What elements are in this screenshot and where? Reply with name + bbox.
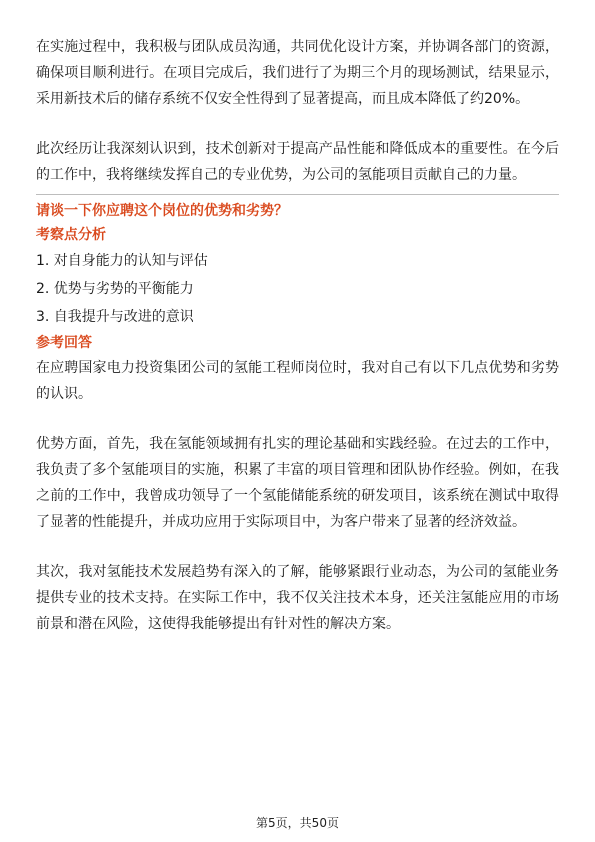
analysis-point: 1. 对自身能力的认知与评估 — [36, 253, 208, 269]
answer-paragraph: 优势方面，首先，我在氢能领域拥有扎实的理论基础和实践经验。在过去的工作中，我负责了多个氢能项目的实施，积累了丰富的项目管理和团队协作经验。例如，在我之前的工作中，我曾成功领导了一个氢能储能系统的研发项目，该系统在测试中取得了显著的性能提升，并成功应用于实际项目中，为客户带来了显著的经济效益。 — [36, 436, 559, 530]
page-content — [36, 34, 559, 637]
analysis-title: 考察点分析 — [36, 227, 106, 243]
analysis-point: 2. 优势与劣势的平衡能力 — [36, 281, 194, 297]
section-divider — [36, 194, 559, 195]
analysis-point: 3. 自我提升与改进的意识 — [36, 309, 194, 325]
answer-paragraph: 在应聘国家电力投资集团公司的氢能工程师岗位时，我对自己有以下几点优势和劣势的认识。 — [36, 360, 559, 402]
intro-paragraph: 在实施过程中，我积极与团队成员沟通，共同优化设计方案，并协调各部门的资源，确保项目顺利进行。在项目完成后，我们进行了为期三个月的现场测试，结果显示，采用新技术后的储存系统不仅安全性得到了显著提高，而且成本降低了约20%。 — [36, 39, 559, 107]
intro-paragraph: 此次经历让我深刻认识到，技术创新对于提高产品性能和降低成本的重要性。在今后的工作中，我将继续发挥自己的专业优势，为公司的氢能项目贡献自己的力量。 — [36, 141, 559, 183]
answer-paragraph: 其次，我对氢能技术发展趋势有深入的了解，能够紧跟行业动态，为公司的氢能业务提供专业的技术支持。在实际工作中，我不仅关注技术本身，还关注氢能应用的市场前景和潜在风险，这使得我能够提出有针对性的解决方案。 — [36, 564, 559, 632]
interview-question: 请谈一下你应聘这个岗位的优势和劣势？ — [36, 203, 288, 219]
page-number: 第5页，共50页 — [256, 816, 339, 830]
answer-title: 参考回答 — [36, 335, 92, 351]
